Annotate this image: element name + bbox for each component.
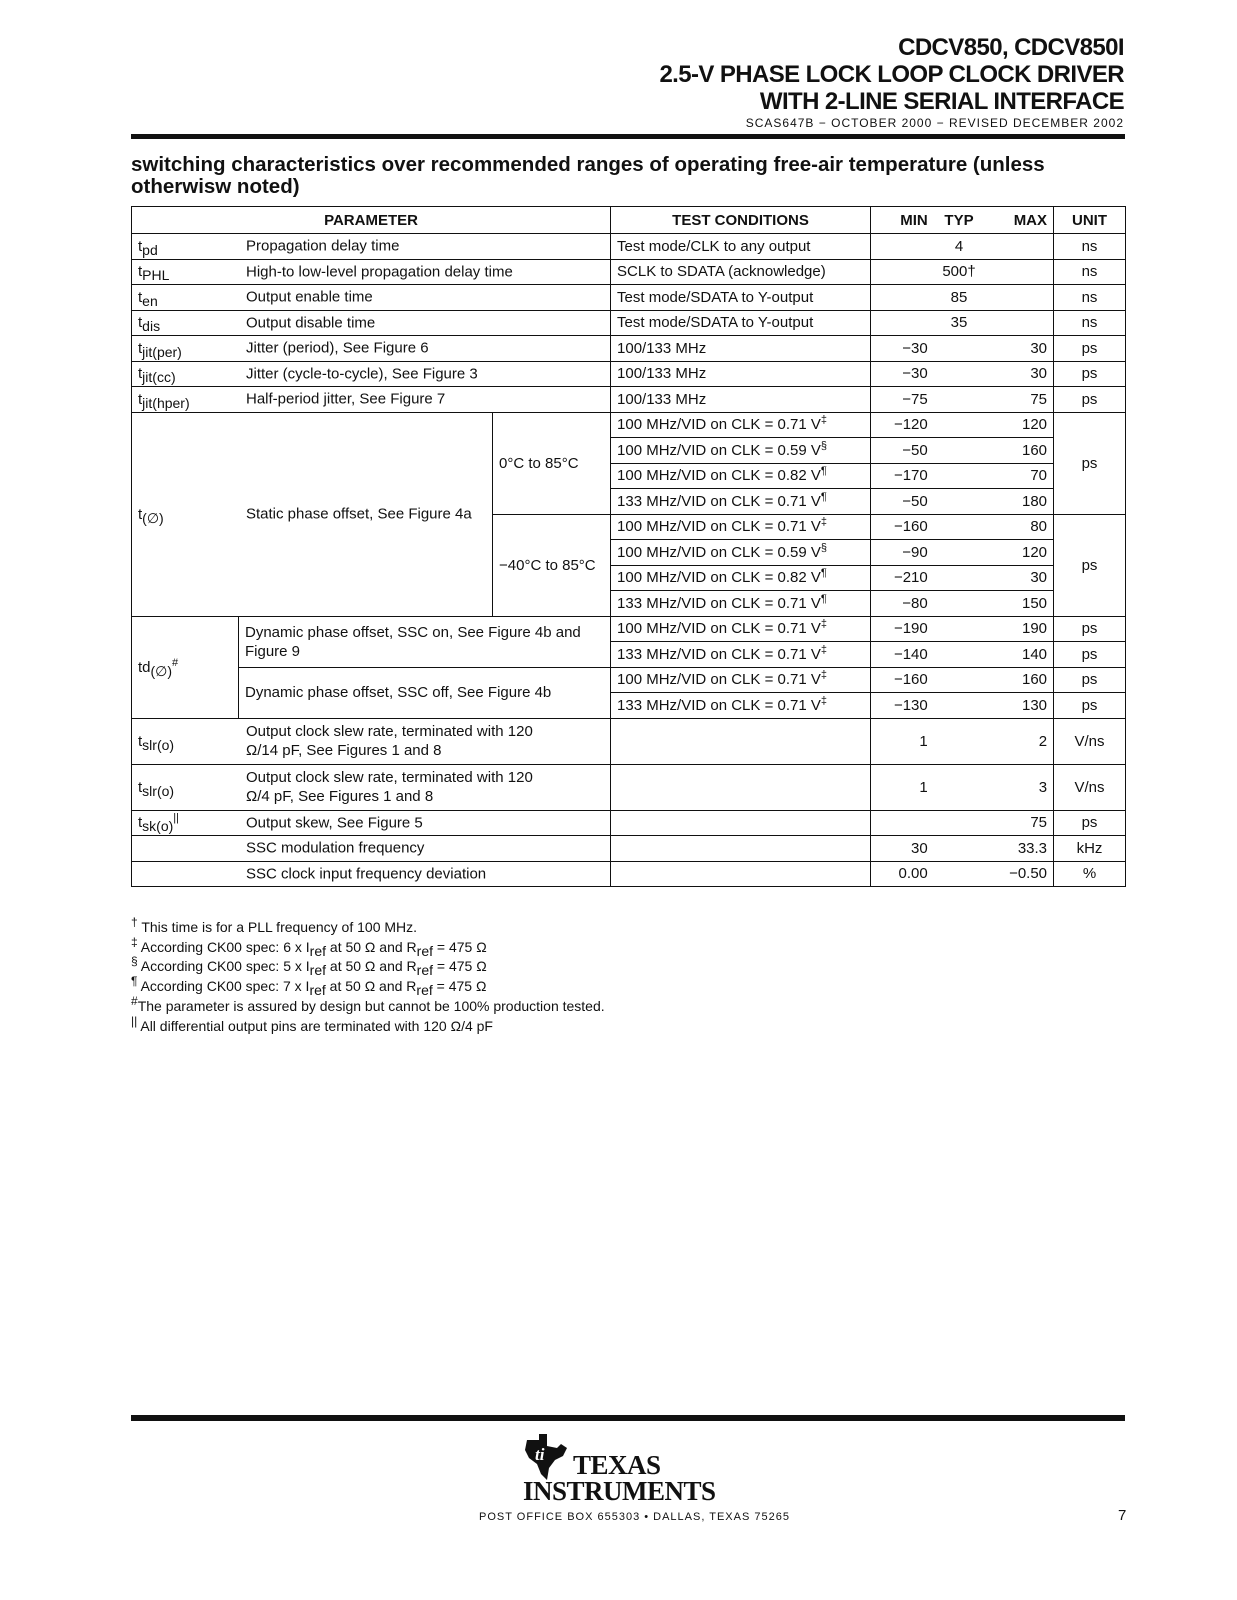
table-row [132, 387, 1126, 413]
parameter-cell [132, 810, 611, 836]
parameter-description [246, 768, 533, 806]
table-row [132, 285, 1126, 311]
table-row [132, 861, 1126, 887]
param-symbol: t [138, 814, 143, 832]
param-symbol: t [138, 237, 143, 255]
param-symbol: td [138, 658, 151, 676]
max-value [990, 313, 1053, 332]
parameter-cell [132, 234, 611, 260]
footnote [131, 1013, 605, 1037]
min-typ-max-cell [871, 489, 1054, 515]
footnote-text: at 50 Ω and R [326, 958, 417, 975]
min-value [871, 262, 928, 281]
footnote-mark: ‡ [820, 516, 827, 529]
table-header-row [132, 207, 1126, 234]
parameter-description: High-to low-level propagation delay time [246, 263, 513, 281]
ti-state-icon [521, 1434, 569, 1480]
table-row [132, 259, 1126, 285]
header-subtitle: WITH 2-LINE SERIAL INTERFACE [759, 88, 1124, 115]
max-value: 30 [1030, 569, 1048, 587]
svg-text:ti: ti [535, 1445, 545, 1464]
footnote-text: = 475 Ω [433, 938, 487, 955]
footnote [131, 954, 605, 979]
min-typ-max-cell [871, 361, 1054, 387]
typ-value: 85 [950, 288, 968, 306]
max-value: 80 [1030, 518, 1048, 536]
param-subscript: pd [142, 241, 158, 258]
typ-value [928, 670, 991, 689]
max-value: 160 [1022, 671, 1048, 689]
min-typ-max-cell [871, 667, 1054, 693]
min-typ-max-cell [871, 642, 1054, 668]
test-conditions-text: 100 MHz/VID on CLK = 0.82 V [617, 569, 821, 587]
footnote-text: All differential output pins are terminated with 120 Ω/4 pF [137, 1017, 493, 1034]
min-typ-max-cell [871, 810, 1054, 836]
footnote [131, 993, 605, 1017]
test-conditions-cell [611, 540, 871, 566]
typ-value [928, 441, 991, 460]
description-line-1: SSC clock input frequency deviation [246, 865, 487, 883]
max-value: 3 [1038, 778, 1048, 796]
unit-cell: ps [1054, 387, 1126, 413]
footnote-text: The parameter is assured by design but cannot be 100% production tested. [137, 997, 605, 1014]
max-value [990, 237, 1053, 256]
footnote-mark: ¶ [820, 465, 827, 478]
temperature-range-cell: −40°C to 85°C [493, 514, 611, 616]
subscript: ref [309, 982, 326, 999]
footnote-text: = 475 Ω [433, 958, 487, 975]
max-value: 30 [1030, 365, 1048, 383]
footnote-text: at 50 Ω and R [325, 978, 417, 995]
footnote-mark: ¶ [820, 490, 827, 503]
subscript: ref [309, 942, 327, 959]
test-conditions-text: 133 MHz/VID on CLK = 0.71 V [617, 492, 821, 510]
min-value: −120 [893, 416, 928, 434]
description-line-1: Output clock slew rate, terminated with 120 [246, 723, 533, 740]
test-conditions-cell: Test mode/SDATA to Y-output [611, 285, 871, 311]
param-symbol: t [138, 263, 143, 281]
parameter-cell [132, 361, 611, 387]
table-row [132, 836, 1126, 862]
test-conditions-cell [611, 514, 871, 540]
page-header [659, 34, 1124, 130]
typ-value [928, 813, 991, 832]
parameter-description [246, 864, 486, 883]
min-typ-max-cell [871, 310, 1054, 336]
footnote [131, 934, 605, 959]
parameter-description: Output enable time [246, 288, 373, 306]
typ-value [928, 390, 991, 409]
typ-value [928, 415, 991, 434]
unit-cell: ps [1054, 667, 1126, 693]
footnote-mark: ‡ [820, 669, 827, 682]
subscript: ref [416, 982, 433, 999]
test-conditions-cell [611, 591, 871, 617]
typ-value [928, 645, 991, 664]
test-conditions-cell: Test mode/CLK to any output [611, 234, 871, 260]
min-value: 30 [911, 839, 928, 857]
param-subscript: slr(o) [142, 736, 175, 753]
min-value: −160 [893, 518, 928, 536]
min-typ-max-cell [871, 764, 1054, 810]
typ-value [928, 543, 991, 562]
param-symbol: t [138, 339, 143, 357]
subscript: ref [416, 962, 433, 979]
unit-cell: ns [1054, 310, 1126, 336]
unit-cell: ps [1054, 412, 1126, 514]
col-min-typ-max [871, 207, 1054, 234]
footer-rule [131, 1415, 1125, 1421]
test-conditions-cell [611, 764, 871, 810]
parameter-description [246, 722, 533, 760]
col-min: MIN [900, 211, 928, 229]
parameter-description: Propagation delay time [246, 237, 400, 255]
min-value: −170 [893, 467, 928, 485]
table-row [132, 667, 1126, 693]
footer-address: POST OFFICE BOX 655303 • DALLAS, TEXAS 75265 [479, 1511, 790, 1523]
min-value: −160 [893, 671, 928, 689]
logo-word-texas: TEXAS [573, 1450, 661, 1480]
param-symbol: t [138, 505, 143, 523]
typ-value [928, 568, 991, 587]
min-value: −130 [893, 696, 928, 714]
description-line-2: Ω/14 pF, See Figures 1 and 8 [246, 742, 442, 759]
unit-cell: V/ns [1054, 764, 1126, 810]
min-value: −50 [902, 441, 928, 459]
param-symbol: t [138, 390, 143, 408]
min-typ-max-cell [871, 463, 1054, 489]
parameter-cell [132, 718, 611, 764]
min-value [871, 313, 928, 332]
footnote-mark: ‡ [820, 618, 827, 631]
min-typ-max-cell [871, 616, 1054, 642]
param-subscript: jit(per) [142, 343, 182, 360]
min-typ-max-cell [871, 718, 1054, 764]
footnote-mark: || [131, 1013, 138, 1028]
test-conditions-text: 100 MHz/VID on CLK = 0.59 V [617, 441, 821, 459]
test-conditions-text: 133 MHz/VID on CLK = 0.71 V [617, 696, 821, 714]
test-conditions-cell: Test mode/SDATA to Y-output [611, 310, 871, 336]
test-conditions-cell [611, 489, 871, 515]
max-value: 120 [1022, 416, 1048, 434]
test-conditions-cell [611, 438, 871, 464]
param-symbol: t [138, 778, 143, 796]
test-conditions-cell [611, 693, 871, 719]
unit-cell: % [1054, 861, 1126, 887]
description-line-1: SSC modulation frequency [246, 839, 425, 857]
max-value: 75 [1030, 814, 1048, 832]
header-doc-number: SCAS647B − OCTOBER 2000 − REVISED DECEMBER 2002 [745, 116, 1124, 130]
min-value: −50 [902, 492, 928, 510]
footnote-mark: # [172, 656, 179, 669]
parameter-description: Jitter (period), See Figure 6 [246, 339, 429, 357]
switching-characteristics-table [131, 206, 1126, 887]
parameter-cell [132, 285, 611, 311]
test-conditions-cell [611, 616, 871, 642]
test-conditions-cell [611, 810, 871, 836]
param-subscript: jit(cc) [142, 369, 176, 386]
test-conditions-text: 133 MHz/VID on CLK = 0.71 V [617, 594, 821, 612]
typ-value [928, 778, 991, 797]
unit-cell: ns [1054, 259, 1126, 285]
min-value: −30 [902, 365, 928, 383]
footnote-mark: # [131, 993, 138, 1008]
header-rule [131, 134, 1125, 139]
footnote-mark: ‡ [131, 934, 138, 949]
unit-cell: ps [1054, 616, 1126, 642]
test-conditions-cell: 100/133 MHz [611, 361, 871, 387]
unit-cell: V/ns [1054, 718, 1126, 764]
footnote-mark: § [131, 954, 138, 969]
parameter-description [246, 839, 424, 858]
max-value: 180 [1022, 492, 1048, 510]
parameter-description: Dynamic phase offset, SSC off, See Figure 4b [239, 667, 611, 718]
parameter-cell [132, 836, 611, 862]
param-symbol: t [138, 732, 143, 750]
test-conditions-cell [611, 463, 871, 489]
min-typ-max-cell [871, 861, 1054, 887]
max-value: 120 [1022, 543, 1048, 561]
min-value [871, 288, 928, 307]
table-row [132, 616, 1126, 642]
parameter-description: Half-period jitter, See Figure 7 [246, 390, 446, 408]
param-subscript: sk(o) [142, 818, 174, 835]
ti-logo [521, 1432, 731, 1507]
max-value: −0.50 [1009, 865, 1048, 883]
footnote-text: This time is for a PLL frequency of 100 MHz. [137, 919, 418, 935]
description-line-1: Output skew, See Figure 5 [246, 814, 423, 832]
footnote-mark: ¶ [820, 592, 827, 605]
header-title: 2.5-V PHASE LOCK LOOP CLOCK DRIVER [659, 61, 1124, 88]
param-subscript: dis [142, 318, 161, 335]
test-conditions-cell [611, 642, 871, 668]
typ-value [928, 594, 991, 613]
footnote-mark: § [820, 541, 827, 554]
min-typ-max-cell [871, 259, 1054, 285]
min-typ-max-cell [871, 285, 1054, 311]
test-conditions-text: 100 MHz/VID on CLK = 0.71 V [617, 620, 821, 638]
param-subscript: slr(o) [142, 782, 175, 799]
min-value [871, 237, 928, 256]
dynamic-phase-offset-symbol-cell [132, 616, 239, 718]
unit-cell: ps [1054, 642, 1126, 668]
parameter-description: Output disable time [246, 314, 376, 332]
footnote-mark: ‡ [820, 643, 827, 656]
max-value [990, 288, 1053, 307]
typ-value [928, 619, 991, 638]
test-conditions-cell: SCLK to SDATA (acknowledge) [611, 259, 871, 285]
typ-value [928, 732, 991, 751]
section-title: switching characteristics over recommended ranges of operating free-air temperature (unless otherwisw noted) [131, 153, 1045, 198]
footnote-mark: § [820, 439, 827, 452]
typ-value [928, 364, 991, 383]
test-conditions-text: 133 MHz/VID on CLK = 0.71 V [617, 645, 821, 663]
min-typ-max-cell [871, 591, 1054, 617]
footnote [131, 915, 605, 938]
footnote-text: According CK00 spec: 7 x I [137, 978, 310, 995]
typ-value: 4 [954, 237, 964, 255]
typ-value [928, 696, 991, 715]
param-subscript: (∅) [150, 662, 173, 679]
max-value: 33.3 [1017, 839, 1048, 857]
footnote-text: at 50 Ω and R [326, 938, 417, 955]
min-typ-max-cell [871, 693, 1054, 719]
min-value: −30 [902, 339, 928, 357]
test-conditions-text: 100 MHz/VID on CLK = 0.59 V [617, 543, 821, 561]
description-line-1: Output clock slew rate, terminated with 120 [246, 769, 533, 786]
footnote-mark: ‡ [820, 414, 827, 427]
col-max: MAX [1013, 211, 1048, 229]
typ-value [928, 864, 991, 883]
min-value: −140 [893, 645, 928, 663]
min-value: −210 [893, 569, 928, 587]
col-test-conditions: TEST CONDITIONS [611, 207, 871, 234]
max-value: 130 [1022, 696, 1048, 714]
parameter-cell [132, 861, 611, 887]
col-parameter: PARAMETER [132, 207, 611, 234]
unit-cell: kHz [1054, 836, 1126, 862]
parameter-description: Static phase offset, See Figure 4a [246, 505, 472, 523]
parameter-cell [132, 310, 611, 336]
col-typ: TYP [944, 211, 974, 229]
logo-word-instruments: INSTRUMENTS [523, 1476, 716, 1506]
min-value: −90 [902, 543, 928, 561]
typ-value [928, 492, 991, 511]
test-conditions-cell [611, 667, 871, 693]
min-typ-max-cell [871, 540, 1054, 566]
test-conditions-cell [611, 718, 871, 764]
page-number: 7 [1118, 1507, 1127, 1524]
footnote-text: According CK00 spec: 6 x I [137, 938, 310, 955]
test-conditions-text: 100 MHz/VID on CLK = 0.71 V [617, 671, 821, 689]
typ-value [928, 517, 991, 536]
unit-cell: ns [1054, 234, 1126, 260]
test-conditions-cell: 100/133 MHz [611, 336, 871, 362]
max-value: 2 [1038, 732, 1048, 750]
min-value: −190 [893, 620, 928, 638]
min-typ-max-cell [871, 565, 1054, 591]
max-value: 140 [1022, 645, 1048, 663]
test-conditions-cell [611, 836, 871, 862]
min-value [871, 813, 928, 832]
subscript: ref [416, 942, 433, 959]
min-value: −80 [902, 594, 928, 612]
test-conditions-cell [611, 565, 871, 591]
max-value: 75 [1030, 390, 1048, 408]
test-conditions-cell: 100/133 MHz [611, 387, 871, 413]
parameter-description [246, 813, 423, 832]
min-value: 1 [919, 778, 928, 796]
unit-cell: ns [1054, 285, 1126, 311]
typ-value [928, 339, 991, 358]
unit-cell: ps [1054, 514, 1126, 616]
param-subscript: jit(hper) [142, 394, 190, 411]
typ-value: 500† [942, 263, 976, 281]
table-row [132, 234, 1126, 260]
param-subscript: (∅) [142, 509, 164, 526]
parameter-cell [132, 336, 611, 362]
param-subscript: en [142, 292, 158, 309]
temperature-range-cell: 0°C to 85°C [493, 412, 611, 514]
footnote [131, 974, 605, 999]
unit-cell: ps [1054, 810, 1126, 836]
unit-cell: ps [1054, 693, 1126, 719]
subscript: ref [309, 962, 327, 979]
min-typ-max-cell [871, 234, 1054, 260]
footnotes [131, 915, 605, 1036]
param-symbol: t [138, 314, 143, 332]
footnote-mark: ‡ [820, 694, 827, 707]
max-value: 160 [1022, 441, 1048, 459]
typ-value [928, 466, 991, 485]
header-part-numbers: CDCV850, CDCV850I [898, 34, 1124, 61]
param-symbol: t [138, 288, 143, 306]
footnote-mark: || [173, 812, 180, 825]
table-row [132, 336, 1126, 362]
min-typ-max-cell [871, 438, 1054, 464]
min-value: 1 [919, 732, 928, 750]
table-row [132, 810, 1126, 836]
col-unit: UNIT [1054, 207, 1126, 234]
test-conditions-cell [611, 861, 871, 887]
min-value: 0.00 [898, 865, 928, 883]
table-row [132, 718, 1126, 764]
footnote-text: According CK00 spec: 5 x I [137, 958, 310, 975]
test-conditions-text: 100 MHz/VID on CLK = 0.82 V [617, 467, 821, 485]
description-line-2: Ω/4 pF, See Figures 1 and 8 [246, 788, 434, 805]
typ-value: 35 [950, 314, 968, 332]
max-value: 150 [1022, 594, 1048, 612]
unit-cell: ps [1054, 361, 1126, 387]
min-typ-max-cell [871, 387, 1054, 413]
test-conditions-text: 100 MHz/VID on CLK = 0.71 V [617, 518, 821, 536]
max-value [990, 262, 1053, 281]
table-row [132, 764, 1126, 810]
min-value: −75 [902, 390, 928, 408]
test-conditions-cell [611, 412, 871, 438]
footnote-mark: ¶ [820, 567, 827, 580]
min-typ-max-cell [871, 836, 1054, 862]
table-row [132, 361, 1126, 387]
min-typ-max-cell [871, 412, 1054, 438]
param-subscript: PHL [142, 267, 170, 284]
unit-cell: ps [1054, 336, 1126, 362]
parameter-cell [132, 387, 611, 413]
footnote-mark: ¶ [131, 974, 138, 989]
parameter-description: Jitter (cycle-to-cycle), See Figure 3 [246, 365, 478, 383]
parameter-cell [132, 764, 611, 810]
parameter-description: Dynamic phase offset, SSC on, See Figure 4b and Figure 9 [239, 616, 611, 667]
footnote-mark: † [131, 915, 138, 929]
footnote-text: = 475 Ω [432, 978, 487, 995]
typ-value [928, 839, 991, 858]
table-row [132, 310, 1126, 336]
static-phase-offset-cell [132, 412, 493, 616]
max-value: 70 [1030, 467, 1048, 485]
max-value: 190 [1022, 620, 1048, 638]
param-symbol: t [138, 365, 143, 383]
table-row [132, 412, 1126, 438]
min-typ-max-cell [871, 514, 1054, 540]
max-value: 30 [1030, 339, 1048, 357]
min-typ-max-cell [871, 336, 1054, 362]
parameter-cell [132, 259, 611, 285]
test-conditions-text: 100 MHz/VID on CLK = 0.71 V [617, 416, 821, 434]
